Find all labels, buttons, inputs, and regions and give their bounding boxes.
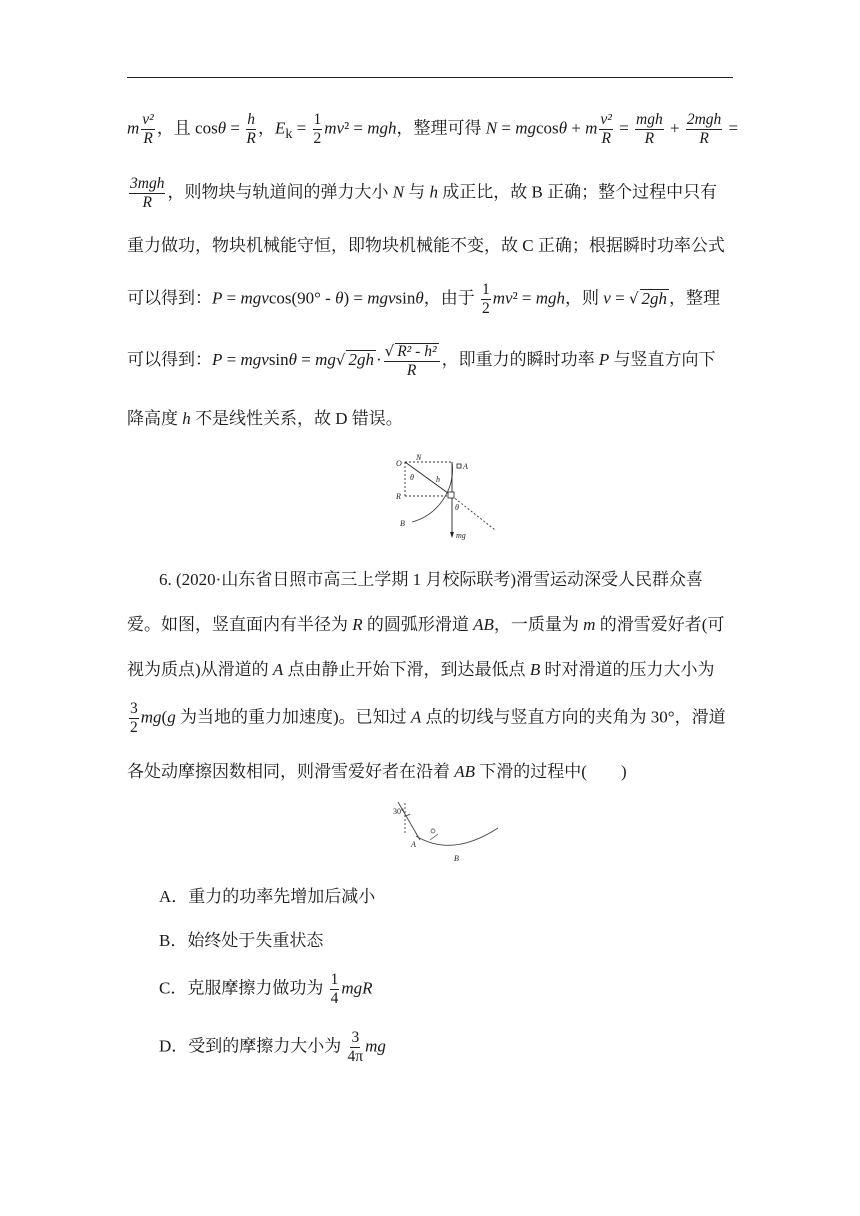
label-b: B bbox=[400, 519, 405, 528]
label-h: h bbox=[436, 475, 440, 484]
radical-sign: √ bbox=[335, 351, 346, 370]
solution-line-1: m $\frac{\text{v²}}{R}$ ，且 cosθ = $\frac{h}{R}$ ，$E_k$ = $\frac{1}{2}$ mv² = mgh，整理可得 N = mgcosθ + m $\frac{\text{v²}}{R}$ = $\frac{\text{mgh}}{R}$ + $\frac{\text{2mgh}}{R}$ = bbox=[127, 111, 739, 148]
fraction: $\frac{h}{R}$ bbox=[246, 111, 256, 148]
label-o: O bbox=[396, 459, 402, 468]
fraction: $\frac{3}{2}$ bbox=[130, 700, 138, 737]
fraction: $\frac{\text{√ R² - h²}}{R}$ bbox=[384, 343, 440, 380]
solution-line-4: 可以得到：P = mgvcos(90° - θ) = mgvsinθ，由于 $\frac{1}{2}$ mv² = mgh，则 v = √ 2gh ，整理 bbox=[127, 281, 720, 318]
question-line-4: $\frac{3}{2}$ mg(g 为当地的重力加速度)。已知过 A 点的切线与竖直方向的夹角为 30°，滑道 bbox=[130, 700, 726, 737]
option-a[interactable]: A．重力的功率先增加后减小 bbox=[159, 887, 376, 906]
question-line-3: 视为质点)从滑道的 A 点由静止开始下滑，到达最低点 B 时对滑道的压力大小为 bbox=[127, 660, 715, 679]
option-d[interactable]: D．受到的摩擦力大小为 $\frac{3}{4\pi}$ mg bbox=[159, 1029, 386, 1066]
header-rule bbox=[127, 77, 733, 78]
label-r: R bbox=[396, 492, 401, 501]
label-mg: mg bbox=[456, 531, 466, 540]
label-a: A bbox=[411, 840, 416, 849]
fraction: $\frac{\text{mgh}}{R}$ bbox=[636, 111, 663, 148]
label-30deg: 30° bbox=[393, 807, 405, 816]
fraction: $\frac{1}{2}$ bbox=[482, 281, 490, 318]
fraction: $\frac{3}{4\pi}$ bbox=[347, 1029, 364, 1066]
question-line-2: 爱。如图，竖直面内有半径为 R 的圆弧形滑道 AB，一质量为 m 的滑雪爱好者(可 bbox=[127, 615, 725, 634]
fraction: $\frac{\text{3mgh}}{R}$ bbox=[130, 175, 165, 212]
figure-2-diagram bbox=[388, 800, 504, 866]
label-theta-2: θ bbox=[455, 503, 459, 512]
label-b: B bbox=[454, 854, 459, 863]
fraction: $\frac{1}{4}$ bbox=[330, 971, 339, 1008]
question-line-5: 各处动摩擦因数相同，则滑雪爱好者在沿着 AB 下滑的过程中( ) bbox=[127, 762, 627, 781]
solution-line-2: $\frac{\text{3mgh}}{R}$ ，则物块与轨道间的弹力大小 N 与 h 成正比，故 B 正确；整个过程中只有 bbox=[130, 175, 718, 212]
solution-line-3: 重力做功，物块机械能守恒，即物块机械能不变，故 C 正确；根据瞬时功率公式 bbox=[127, 236, 725, 255]
option-b[interactable]: B．始终处于失重状态 bbox=[159, 931, 324, 950]
solution-line-6: 降高度 h 不是线性关系，故 D 错误。 bbox=[127, 409, 403, 428]
option-c[interactable]: C．克服摩擦力做功为 $\frac{1}{4}$ mgR bbox=[159, 971, 373, 1008]
label-a: A bbox=[463, 462, 468, 471]
fraction: $\frac{\text{2mgh}}{R}$ bbox=[686, 111, 722, 148]
fraction: $\frac{1}{2}$ bbox=[313, 111, 322, 148]
solution-line-5: 可以得到：P = mgvsinθ = mg√ 2gh · $\frac{\text{√ R² - h²}}{R}$ ，即重力的瞬时功率 P 与竖直方向下 bbox=[127, 342, 716, 380]
figure-1-diagram bbox=[390, 452, 505, 542]
label-n: N bbox=[416, 453, 422, 462]
fraction: $\frac{\text{v²}}{R}$ bbox=[600, 111, 612, 148]
label-theta-1: θ bbox=[410, 473, 414, 482]
fraction: $\frac{\text{v²}}{R}$ bbox=[142, 111, 154, 148]
radical-sign: √ bbox=[628, 289, 639, 308]
question-line-1: 6. (2020·山东省日照市高三上学期 1 月校际联考)滑雪运动深受人民群众喜 bbox=[159, 570, 703, 589]
